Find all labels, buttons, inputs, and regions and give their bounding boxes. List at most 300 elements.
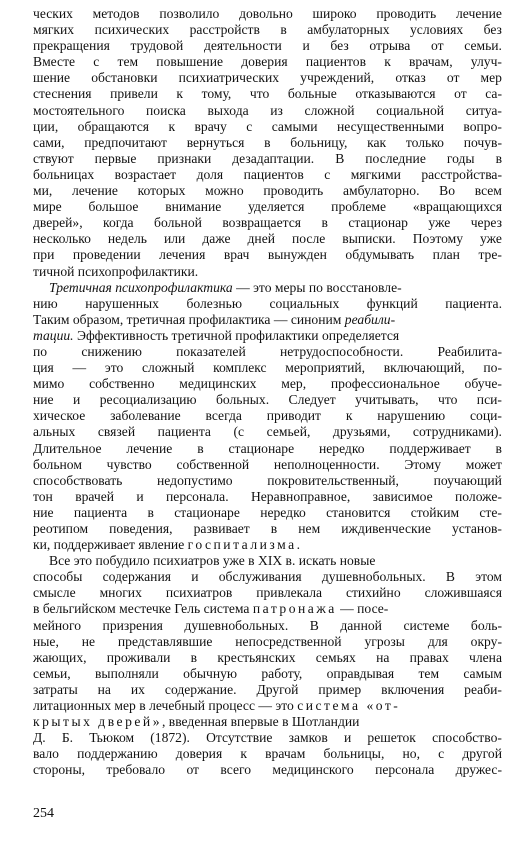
text-line [33,746,502,762]
word: отказ [395,70,426,86]
word: содержание. [164,681,237,697]
word: дезадаптации. [232,150,315,166]
word: тем [418,665,440,681]
word: к [384,54,391,70]
word: признаки [157,150,212,166]
word: Этому [404,456,441,472]
word: положе- [455,488,502,504]
word: медицинского [272,762,354,778]
word: пациента [73,504,128,520]
word: ция [33,360,54,376]
text-line [33,119,502,135]
word: тем [117,54,139,70]
text-line [33,489,502,505]
word: в [321,215,328,231]
word: выписки. [342,231,396,247]
word: Во [439,183,456,199]
word: мер, [281,376,307,392]
word: поддержанию [77,746,158,762]
italic-term-rehabilitation-end: тации. [33,327,74,343]
word: нем [298,521,321,536]
word: медицинских [179,376,257,392]
word: ние [33,504,54,520]
word: обращаются [77,118,150,134]
word: данной [340,617,382,633]
word: пациентов [305,54,366,70]
word: становится [326,504,391,520]
text-line: тации. Эффективность третичной профилактики определяется [33,327,400,343]
word: включающий, [383,360,465,376]
word: развивает [193,521,250,536]
word: проведении [72,247,141,263]
word: план [432,247,460,263]
word: при [33,247,55,263]
word: стороны, [33,762,85,778]
word: ные, [33,633,59,649]
word: дверей», [33,215,83,231]
word: предпочитают [84,134,167,150]
word: пациентов [243,166,304,182]
word: Реабилита- [437,343,502,359]
text-line [33,424,502,440]
text-line: ки, поддерживает явление госпитализма. [33,537,301,553]
word: В [445,569,455,585]
word: даже [202,231,231,247]
word: реаби- [464,681,502,697]
word: больные [287,86,337,102]
word: обстановки [91,70,158,86]
word: пациента [157,424,211,440]
word: непосредственной [235,633,342,649]
word: поучающий [433,472,502,488]
italic-term-tertiary-psychoprophylaxis: Третичная психопрофилактика [49,279,233,295]
word: что [437,392,458,408]
word: дружес- [455,762,502,778]
word: после [292,231,326,247]
word: на [376,649,390,665]
text-line [33,376,502,392]
word: и [136,488,144,504]
paragraph-2 [33,280,502,554]
word: нетрудоспособности. [279,343,404,359]
word: сложный [142,360,195,376]
word: стихийно [345,585,401,601]
word: тре- [478,247,502,263]
word: вопро- [463,118,502,134]
word: душевнобольных. [184,617,289,633]
word: друзьями, [332,424,391,440]
word: мире [33,199,62,215]
text-line [33,666,502,682]
body-text [33,6,502,779]
text-line [33,54,502,70]
word: снижению [81,343,142,359]
word: Б. [61,730,74,746]
word: тон [33,488,53,504]
word: душевнобольных. [321,569,426,585]
word: деятельности [203,38,282,54]
word: обычную [183,665,238,681]
text-line [33,505,502,521]
word: для [427,633,448,649]
word: сами, [33,134,65,150]
word: оправдывая [326,665,395,681]
word: привлекала [256,585,323,601]
word: в [270,521,278,536]
word: включения [381,681,445,697]
text-line [33,634,502,650]
word: к [240,746,247,762]
word: требовало [106,762,166,778]
word: их [130,681,145,697]
word: через [470,215,502,231]
word: вынужден [267,247,327,263]
word: боль- [470,617,502,633]
text-line [33,441,502,457]
text-line [33,762,502,778]
word: вернуться [186,134,245,150]
word: заболевание [110,408,181,424]
word: несущественными [336,118,444,134]
italic-term-rehabilitation: реабили- [344,311,396,327]
word: Отсутствие [206,730,273,746]
text-line [33,618,502,634]
word: члена [469,649,502,665]
word: Поэтому [412,231,464,247]
word: системе [403,617,450,633]
word: больном [33,456,82,472]
word: это [104,360,124,376]
word: к [345,408,353,424]
word: несколько [33,231,91,247]
word: мейного [33,617,82,633]
word: способствовать [33,472,123,488]
word: сотрудниками). [412,424,502,440]
word: поддерживает [389,440,471,456]
text-line [33,86,502,102]
word: обслуживания [218,569,302,585]
word: (с [233,424,245,440]
word: «вращающихся [412,199,502,215]
word: профессиональное [330,376,440,392]
word: возвращается [222,215,302,231]
text-line: Все это побудило психиатров уже в XIX в. искать новые [49,553,376,569]
word: не [81,633,96,649]
word: с [324,166,331,182]
text-line [33,231,502,247]
word: шение [33,70,71,86]
word: крестьянских [217,649,296,665]
word: стойким [410,504,460,520]
word: врачам [265,746,306,762]
word: Другой [256,681,299,697]
word: семьях [315,649,356,665]
text-line: крытых дверей», введенная впервые в Шотландии [33,714,360,730]
word: призрения [102,617,163,633]
word: обдумывать [345,247,415,263]
word: в [264,134,271,150]
word: с [246,118,253,134]
word: окру- [470,633,502,649]
word: учитывать, [355,392,419,408]
word: психиатров [165,585,233,601]
word: от [454,86,467,102]
word: стеснения [33,86,92,102]
word: выхода [207,102,249,118]
word: на [97,681,111,697]
text-line: Таким образом, третичная профилактика — синоним реабили- [33,311,396,327]
text-line [33,151,502,167]
text-line [33,247,502,263]
word: правах [409,649,449,665]
word: покровительственный, [267,472,399,488]
word: лечение [126,440,173,456]
word: установ- [451,521,502,536]
word: по [33,343,48,359]
word: учреждений, [300,70,375,86]
text-line: тичной психопрофилактики. [33,263,199,279]
word: реотипом [33,521,89,536]
text-line [33,650,502,666]
word: больницу, [290,134,348,150]
word: и [191,569,199,585]
page-number: 254 [33,806,54,821]
word: связей [97,424,136,440]
word: лечение [456,6,502,21]
word: работу, [261,665,303,681]
paragraph-3 [33,553,502,778]
text-line [33,457,502,473]
word: трудовой [130,38,184,54]
text-line [33,392,502,408]
word: сложной [304,102,355,118]
word: только [405,134,444,150]
word: болезнью [186,295,242,311]
word: пси- [476,392,502,408]
text-line [33,167,502,183]
word: (1872). [150,730,190,746]
word: ческих [33,6,73,21]
word: последние [365,150,426,166]
word: Д. [33,730,46,746]
word: пример [318,681,362,697]
word: мимо [33,376,65,392]
word: стационаре [228,440,295,456]
word: хическое [33,408,86,424]
word: другой [462,746,502,762]
word: с [438,746,445,762]
word: уделяется [248,199,305,215]
word: проводить [263,183,324,199]
word: зависимое [372,488,433,504]
word: затраты [33,681,78,697]
word: показателей [176,343,246,359]
word: прекращения [33,38,110,54]
word: нарушению [377,408,446,424]
text-line [33,360,502,376]
word: приводит [266,408,321,424]
word: обуче- [464,376,502,392]
word: Вместе [33,54,76,70]
word: способы [33,569,83,585]
word: врач [223,247,250,263]
word: что [249,86,270,102]
text-line [33,585,502,601]
word: вало [33,746,59,762]
word: сложившаяся [424,585,502,601]
word: или [163,231,186,247]
word: позволило [159,6,220,21]
word: дней [247,231,276,247]
word: всегда [205,408,242,424]
word: как [367,134,387,150]
word: всем [474,183,502,199]
word: амбулаторно. [342,183,420,199]
word: собственной [176,456,250,472]
spaced-term-open-doors-end: крытых дверей» [33,714,162,730]
word: семьей, [266,424,311,440]
spaced-term-patronage: патронажа [252,601,337,617]
word: по- [483,360,502,376]
word: проживали [106,649,171,665]
word: персонала [375,762,435,778]
word: довольно [239,6,293,21]
text-line [33,135,502,151]
word: доверия [241,54,288,70]
text-line [33,682,502,698]
word: лечения [159,247,206,263]
word: в [495,440,502,456]
word: социальной [376,102,445,118]
word: иждивенческие [341,521,431,536]
word: когда [103,215,134,231]
word: семьи, [33,665,71,681]
word: собственно [89,376,155,392]
word: уже [428,215,451,231]
word: соци- [470,408,502,424]
word: недопустимо [157,472,233,488]
word: нарушенных [85,295,159,311]
word: этом [475,569,502,585]
text-line: литационных мер в лечебный процесс — это система «от- [33,698,401,714]
word: мостоятельного [33,102,125,118]
word: уже [480,231,502,247]
word: В [309,617,319,633]
word: нередко [318,440,365,456]
word: больницах [33,166,95,182]
text-line [33,521,502,537]
word: мягких [33,22,75,38]
word: В [335,150,345,166]
text-line [33,569,502,585]
word: больной [154,215,202,231]
word: от [431,38,444,54]
word: смысле [33,585,76,601]
spaced-term-open-doors-start: система «от- [297,698,401,714]
word: ствуют [33,150,74,166]
word: без [330,38,349,54]
word: от [186,762,199,778]
word: от [446,70,460,86]
word: са- [485,86,502,102]
word: неполноценности. [273,456,380,472]
word: и [302,38,310,54]
text-line: Третичная психопрофилактика — это меры по восстановле- [49,279,402,295]
word: угрозы [364,633,405,649]
word: врачей [75,488,115,504]
word: доверия [175,746,223,762]
text-line [33,38,502,54]
word: в [190,649,198,665]
word: проблеме [331,199,387,215]
word: ми, [33,183,53,199]
word: расстройств [189,22,260,38]
word: методов [92,6,140,21]
text-line [33,103,502,119]
word: больных. [215,392,270,408]
word: стационар [348,215,408,231]
word: Тьюком [89,730,135,746]
word: нередко [260,504,306,520]
word: жающих, [33,649,87,665]
word: ресоциализацию [99,392,197,408]
word: мягкими [350,166,401,182]
word: и [343,730,352,746]
word: самым [463,665,502,681]
word: первые [94,150,137,166]
word: персонала. [166,488,229,504]
word: самыми [271,118,318,134]
text-line [33,183,502,199]
word: замков [288,730,328,746]
word: психических [94,22,170,38]
word: возрастает [114,166,177,182]
word: отказываются [355,86,436,102]
word: в [147,504,154,520]
word: содержания [102,569,171,585]
word: без [483,22,502,38]
word: альных [33,424,76,440]
word: можно [205,183,244,199]
text-line [33,199,502,215]
word: в [280,22,287,38]
word: ситуа- [465,102,502,118]
text-line: в бельгийском местечке Гель система патронажа — посе- [33,601,389,617]
word: к [168,118,176,134]
text-line [33,6,502,22]
word: пациента. [445,295,502,311]
word: представлявшие [117,633,213,649]
word: сте- [479,504,502,520]
word: широко [312,6,357,21]
word: Неравноправное, [250,488,351,504]
text-line [33,296,502,312]
word: многих [99,585,142,601]
word: отрыва [369,38,411,54]
word: большое [88,199,139,215]
word: врачу [194,118,227,134]
word: амбулаторных [307,22,390,38]
word: семьи. [464,38,502,54]
word: способство- [432,730,502,746]
word: в [197,440,204,456]
word: повышение [156,54,224,70]
word: недель [107,231,147,247]
word: нию [33,295,58,311]
paragraph-1 [33,6,502,280]
word: почув- [463,134,502,150]
word: — [72,360,87,376]
